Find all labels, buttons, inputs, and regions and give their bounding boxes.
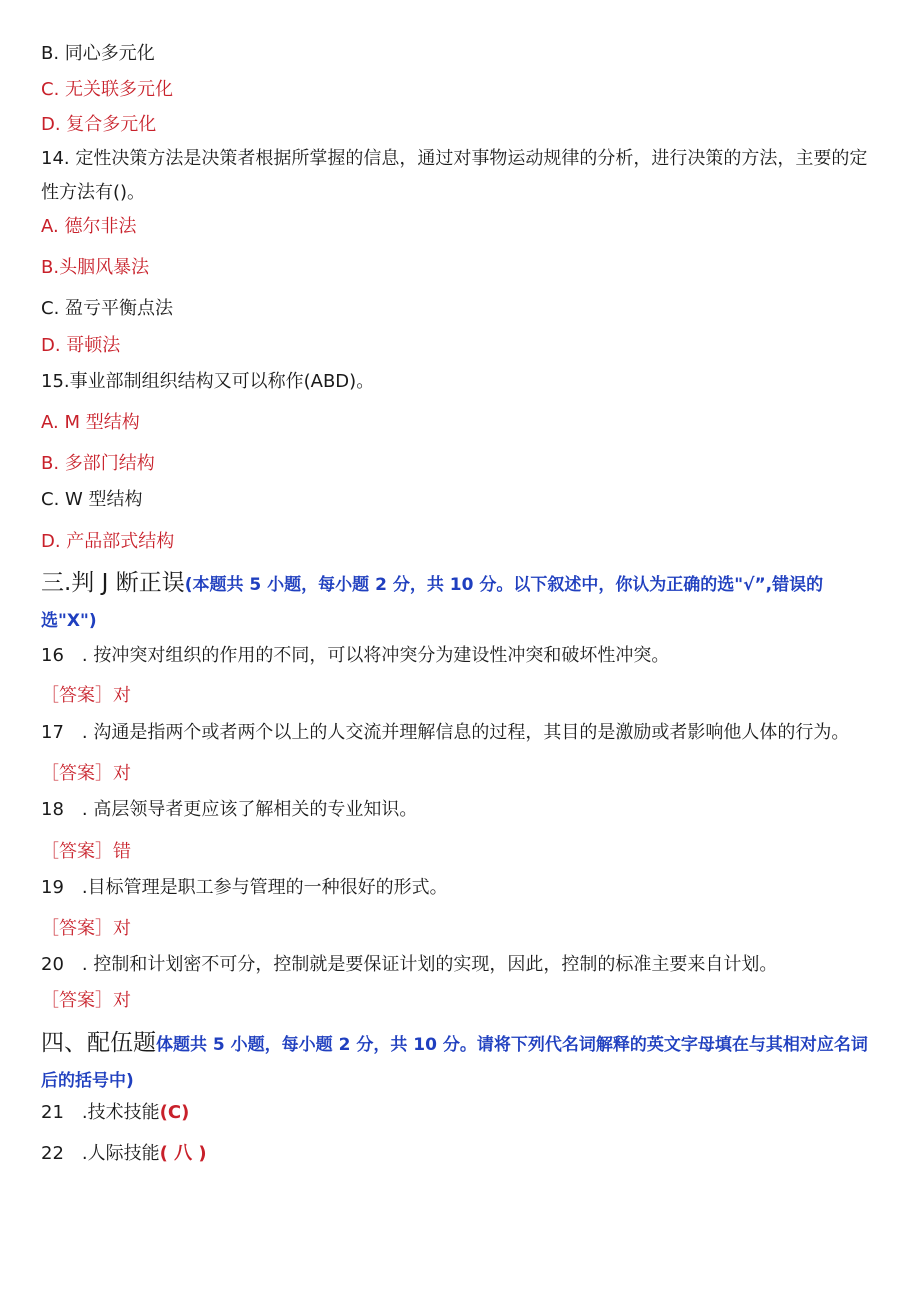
q15-stem: 15.事业部制组织结构又可以称作(ABD)。 (41, 371, 375, 392)
q15-option-a: A. M 型结构 (41, 412, 140, 433)
section-3-title: 三.判 J 断正误 (41, 570, 185, 596)
q15-option-b: B. 多部门结构 (41, 453, 155, 474)
q14-option-a: A. 德尔非法 (41, 216, 137, 237)
matching-21 (41, 1101, 189, 1125)
judgment-17-answer: ［答案］对 (41, 763, 131, 784)
judgment-16-answer: ［答案］对 (41, 685, 131, 706)
q15-option-d: D. 产品部式结构 (41, 531, 175, 552)
q14-option-d: D. 哥顿法 (41, 335, 121, 356)
q15-option-c: C. W 型结构 (41, 489, 143, 510)
judgment-18-question: 18 . 高层领导者更应该了解相关的专业知识。 (41, 799, 418, 820)
judgment-17-question: 17 . 沟通是指两个或者两个以上的人交流并理解信息的过程，其目的是激励或者影响他人体的行为。 (41, 722, 850, 743)
matching-22 (41, 1142, 207, 1166)
matching-22-term: 22 .人际技能 (41, 1143, 160, 1164)
matching-21-answer: (C) (159, 1102, 190, 1123)
judgment-19-answer: ［答案］对 (41, 918, 131, 939)
q13-option-d: D. 复合多元化 (41, 114, 157, 135)
judgment-16-question: 16 . 按冲突对组织的作用的不同，可以将冲突分为建设性冲突和破坏性冲突。 (41, 645, 670, 666)
section-4-title: 四、配伍题 (41, 1030, 156, 1056)
judgment-20-answer: ［答案］对 (41, 990, 131, 1011)
matching-21-term: 21 .技术技能 (41, 1102, 160, 1123)
q13-option-b: B. 同心多元化 (41, 43, 155, 64)
q14-stem: 14. 定性决策方法是决策者根据所掌握的信息，通过对事物运动规律的分析，进行决策的方法，主要的定性方法有()。 (41, 148, 868, 203)
q14-option-b: B.头胭风暴法 (41, 257, 150, 278)
section-3-heading (41, 565, 877, 639)
judgment-19-question: 19 .目标管理是职工参与管理的一种很好的形式。 (41, 877, 448, 898)
section-4-heading (41, 1025, 877, 1099)
q13-option-c: C. 无关联多元化 (41, 79, 174, 100)
matching-22-answer: ( 八 ) (159, 1143, 207, 1164)
section-3-note: (本题共 5 小题，每小题 2 分，共 10 分。以下叙述中，你认为正确的选"√”,错误的选"X") (41, 575, 824, 631)
section-4-note: 体题共 5 小题，每小题 2 分，共 10 分。请将下列代名词解释的英文字母填在与其相对应名词后的括号中) (41, 1035, 868, 1091)
judgment-20-question: 20 . 控制和计划密不可分，控制就是要保证计划的实现，因此，控制的标准主要来自计划。 (41, 954, 778, 975)
judgment-18-answer: ［答案］错 (41, 841, 131, 862)
q14-option-c: C. 盈亏平衡点法 (41, 298, 174, 319)
